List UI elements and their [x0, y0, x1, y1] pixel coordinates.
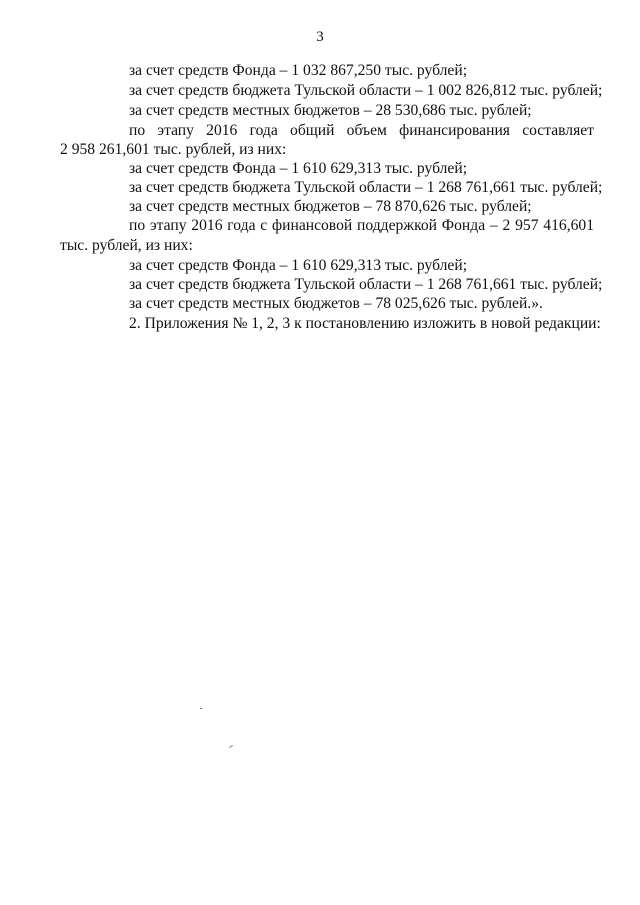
page-number: 3	[316, 29, 324, 45]
text-line: 2 958 261,601 тыс. рублей, из них:	[60, 141, 287, 158]
text-line: за счет средств местных бюджетов – 28 530,686 тыс. рублей;	[129, 102, 532, 119]
scan-speck	[229, 745, 233, 748]
text-line: тыс. рублей, из них:	[60, 237, 193, 254]
text-line: за счет средств Фонда – 1 610 629,313 тыс. рублей;	[129, 257, 468, 274]
text-line: за счет средств бюджета Тульской области – 1 268 761,661 тыс. рублей;	[129, 179, 603, 196]
text-line: за счет средств местных бюджетов – 78 025,626 тыс. рублей.».	[129, 295, 543, 312]
text-line: за счет средств бюджета Тульской области – 1 268 761,661 тыс. рублей;	[129, 276, 603, 293]
text-line: за счет средств Фонда – 1 610 629,313 тыс. рублей;	[129, 160, 468, 177]
text-line: за счет средств бюджета Тульской области – 1 002 826,812 тыс. рублей;	[129, 82, 603, 99]
text-line: за счет средств Фонда – 1 032 867,250 тыс. рублей;	[129, 62, 468, 79]
text-line: за счет средств местных бюджетов – 78 870,626 тыс. рублей;	[129, 198, 532, 215]
text-line: 2. Приложения № 1, 2, 3 к постановлению изложить в новой редакции:	[129, 315, 601, 332]
text-line: по этапу 2016 года с финансовой поддержкой Фонда – 2 957 416,601	[129, 217, 594, 234]
scan-speck	[200, 708, 202, 709]
text-line: по этапу 2016 года общий объем финансирования составляет	[129, 122, 594, 139]
